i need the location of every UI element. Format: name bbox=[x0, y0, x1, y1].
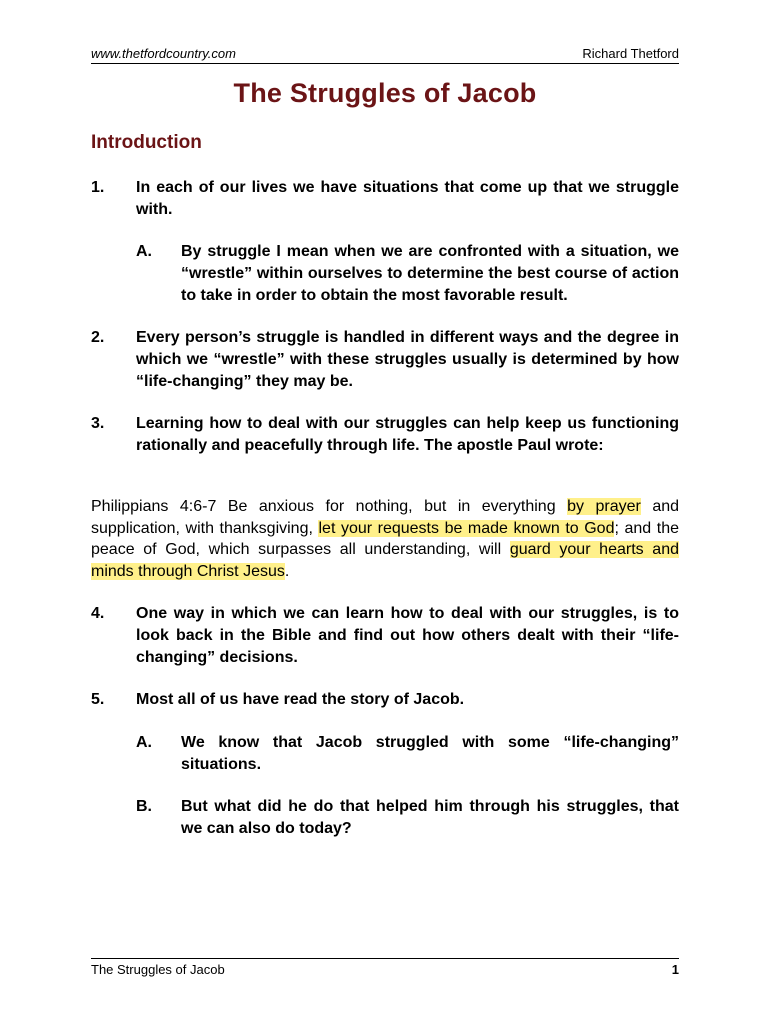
item-letter: B. bbox=[136, 798, 152, 815]
item-text: Learning how to deal with our struggles can help keep us functioning rationally and peacefully through life. The apostle Paul wrote: bbox=[136, 415, 679, 454]
page-footer bbox=[91, 958, 679, 977]
quote-text: and supplication, with thanksgiving, bbox=[91, 498, 680, 537]
scripture-quote bbox=[91, 496, 679, 582]
quote-highlight: guard your hearts and minds through Christ Jesus bbox=[91, 541, 679, 580]
item-text: But what did he do that helped him through his struggles, that we can also do today? bbox=[181, 798, 679, 837]
item-text: Every person’s struggle is handled in different ways and the degree in which we “wrestle” with these struggles usually is determined by how “life-changing” they may be. bbox=[136, 329, 679, 390]
item-number: 4. bbox=[91, 605, 105, 622]
item-number: 3. bbox=[91, 415, 105, 432]
item-number: 5. bbox=[91, 691, 105, 708]
item-letter: A. bbox=[136, 243, 152, 260]
item-text: Most all of us have read the story of Jacob. bbox=[136, 691, 465, 708]
item-text: By struggle I mean when we are confronted with a situation, we “wrestle” within ourselves to determine the best course of action to take in order to obtain the most favorable result. bbox=[181, 243, 679, 304]
page-header bbox=[91, 46, 679, 64]
list-item-1a bbox=[136, 241, 679, 307]
quote-text: . bbox=[284, 562, 290, 580]
section-heading: Introduction bbox=[91, 132, 202, 153]
item-number: 2. bbox=[91, 329, 105, 346]
item-letter: A. bbox=[136, 734, 152, 751]
item-text: One way in which we can learn how to deal with our struggles, is to look back in the Bible and find out how others dealt with their “life-changing” decisions. bbox=[136, 605, 679, 666]
quote-highlight: let your requests be made known to God bbox=[318, 519, 615, 537]
list-item-5 bbox=[91, 689, 679, 711]
item-text: We know that Jacob struggled with some “life-changing” situations. bbox=[181, 734, 679, 773]
page-number: 1 bbox=[671, 962, 679, 977]
quote-text: ; and the peace of God, which surpasses all understanding, will bbox=[91, 519, 679, 558]
header-site-url: www.thetfordcountry.com bbox=[91, 46, 236, 61]
list-item-5b bbox=[136, 796, 679, 840]
document-title: The Struggles of Jacob bbox=[233, 78, 537, 108]
list-item-4 bbox=[91, 603, 679, 669]
list-item-2 bbox=[91, 327, 679, 393]
list-item-1 bbox=[91, 177, 679, 221]
list-item-3 bbox=[91, 413, 679, 457]
header-author: Richard Thetford bbox=[582, 46, 679, 61]
list-item-5a bbox=[136, 732, 679, 776]
item-text: In each of our lives we have situations that come up that we struggle with. bbox=[136, 179, 679, 218]
footer-title: The Struggles of Jacob bbox=[91, 962, 225, 977]
quote-highlight: by prayer bbox=[567, 498, 641, 515]
item-number: 1. bbox=[91, 179, 105, 196]
quote-text: Philippians 4:6-7 Be anxious for nothing, but in everything bbox=[91, 498, 568, 515]
